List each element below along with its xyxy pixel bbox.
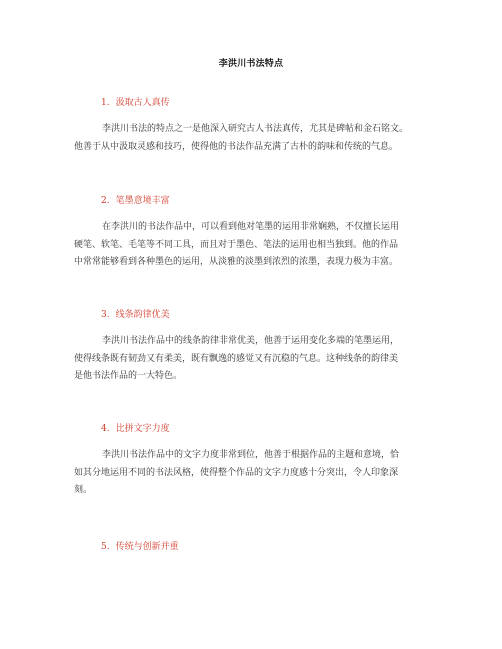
section-paragraph-1 xyxy=(74,121,436,156)
section-number: 1. xyxy=(101,98,110,108)
section-paragraph-3 xyxy=(74,333,436,386)
paragraph-line: 刻。 xyxy=(74,485,93,495)
section-title: 比拼文字力度 xyxy=(115,424,170,434)
paragraph-line: 在李洪川的书法作品中，可以看到他对笔墨的运用非常娴熟，不仅擅长运用 xyxy=(102,222,400,232)
paragraph-line: 李洪川书法作品中的线条韵律非常优美，他善于运用变化多端的笔墨运用， xyxy=(102,336,400,346)
section-title: 笔墨意境丰富 xyxy=(115,196,170,206)
section-paragraph-2 xyxy=(74,219,436,272)
section-heading-4 xyxy=(101,423,170,435)
section-number: 2. xyxy=(101,196,110,206)
paragraph-line: 是他书法作品的一大特色。 xyxy=(74,371,183,381)
paragraph-line: 他善于从中汲取灵感和技巧，使得他的书法作品充满了古朴的韵味和传统的气息。 xyxy=(74,141,399,152)
paragraph-line: 使得线条既有韧劲又有柔美，既有飘逸的感觉又有沉稳的气息。这种线条的韵律美 xyxy=(74,353,399,364)
section-title: 传统与创新并重 xyxy=(115,542,179,552)
section-heading-3 xyxy=(101,309,170,321)
paragraph-line: 李洪川书法作品中的文字力度非常到位，他善于根据作品的主题和意境，恰 xyxy=(102,450,400,460)
paragraph-line: 李洪川书法的特点之一是他深入研究古人书法真传，尤其是碑帖和金石铭文。 xyxy=(102,124,409,134)
section-heading-1 xyxy=(101,97,170,109)
section-paragraph-4 xyxy=(74,447,436,500)
section-title: 线条韵律优美 xyxy=(115,310,170,320)
section-heading-5 xyxy=(101,541,179,553)
paragraph-line: 中常常能够看到各种墨色的运用，从淡雅的淡墨到浓烈的浓墨，表现力极为丰富。 xyxy=(74,257,399,267)
section-number: 3. xyxy=(101,310,110,320)
section-number: 5. xyxy=(101,542,110,552)
section-heading-2 xyxy=(101,195,170,207)
document-title: 李洪川书法特点 xyxy=(218,59,284,69)
section-number: 4. xyxy=(101,424,110,434)
paragraph-line: 如其分地运用不同的书法风格，使得整个作品的文字力度感十分突出，令人印象深 xyxy=(74,467,399,478)
section-title: 汲取古人真传 xyxy=(115,98,170,108)
paragraph-line: 硬笔、软笔、毛笔等不同工具，而且对于墨色、笔法的运用也相当独到。他的作品 xyxy=(74,239,399,250)
